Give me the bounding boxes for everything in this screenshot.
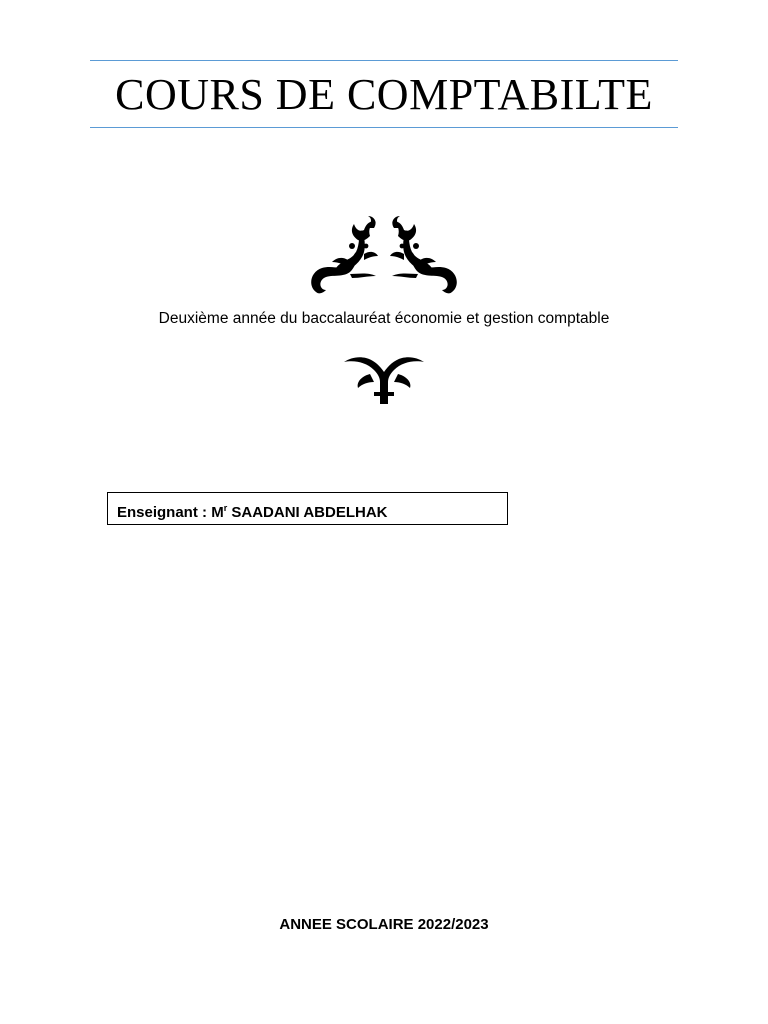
teacher-label: Enseignant : bbox=[117, 504, 208, 521]
subtitle: Deuxième année du baccalauréat économie et gestion comptable bbox=[158, 310, 610, 327]
teacher-name: SAADANI ABDELHAK bbox=[231, 504, 388, 521]
teacher-box bbox=[107, 492, 508, 525]
teacher-honorific-sup: r bbox=[223, 503, 228, 513]
title-bottom-rule bbox=[90, 127, 678, 128]
page-title: COURS DE COMPTABILTE bbox=[115, 70, 653, 119]
title-top-rule bbox=[90, 60, 678, 61]
teacher-honorific: M bbox=[211, 504, 224, 521]
floral-flourish-icon bbox=[306, 216, 462, 298]
school-year: ANNEE SCOLAIRE 2022/2023 bbox=[279, 916, 489, 933]
fleuron-icon bbox=[340, 352, 428, 408]
